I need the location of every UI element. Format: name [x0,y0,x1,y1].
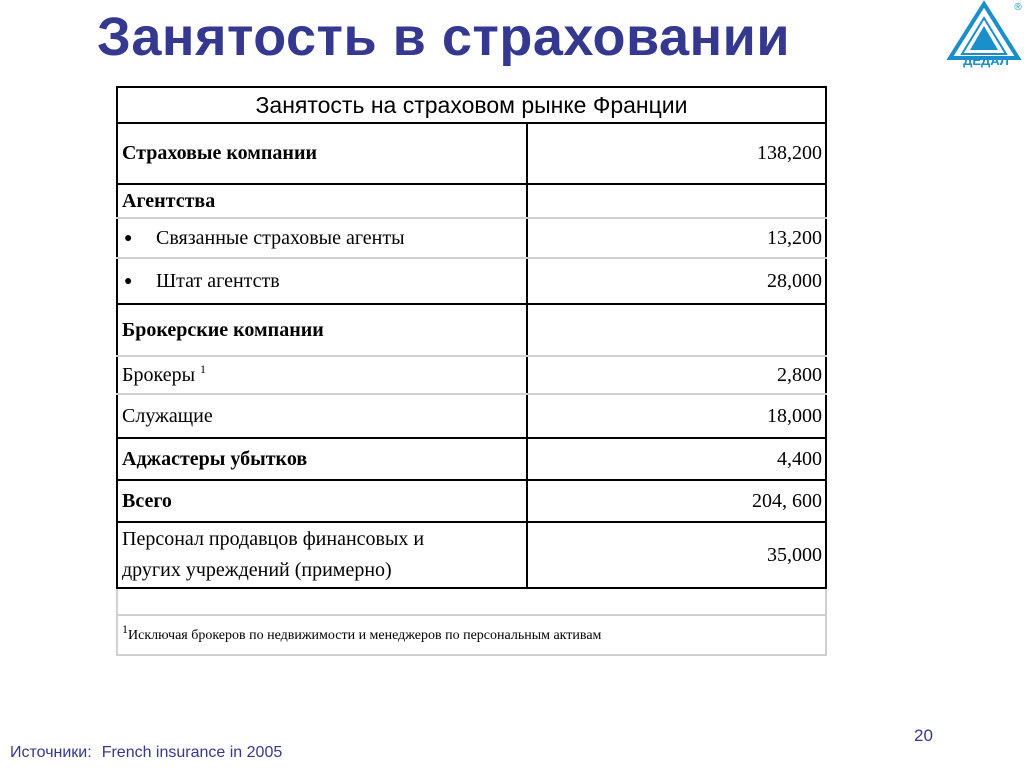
row-label-cell [117,258,527,304]
blank-row [116,589,827,616]
row-value: 4,400 [527,438,826,480]
row-label: Брокерские компании [117,304,527,356]
row-label: Штат агентств [156,269,280,292]
row-value: 18,000 [527,394,826,438]
row-label-line1: Персонал продавцов финансовых и [122,528,425,550]
sources-value: French insurance in 2005 [101,744,283,761]
row-label: Аджастеры убытков [117,438,527,480]
row-label-cell [117,218,527,258]
employment-table [116,86,827,656]
row-value: 28,000 [527,258,826,304]
table-row [117,522,826,588]
dedal-logo [946,0,1024,68]
table-row [117,218,826,258]
table-footnote [116,616,827,656]
page-number: 20 [914,726,933,745]
row-label: Страховые компании [117,124,527,184]
table-caption: Занятость на страховом рынке Франции [116,86,827,124]
row-value: 138,200 [527,124,826,184]
table-row [117,304,826,356]
row-label: Служащие [117,394,527,438]
table-row [117,480,826,522]
row-value [527,184,826,218]
registered-mark: ® [1014,2,1022,13]
row-value [527,304,826,356]
sources-label: Источники: [10,744,92,761]
bullet-icon: ● [124,230,133,246]
table-row [117,184,826,218]
row-value: 35,000 [527,522,826,588]
table-row [117,356,826,394]
row-label: Агентства [117,184,527,218]
table-row [117,258,826,304]
row-value: 2,800 [527,356,826,394]
footnote-ref: 1 [200,361,207,376]
row-label-cell [117,522,527,588]
row-label: Всего [117,480,527,522]
table-row [117,124,826,184]
slide-title: Занятость в страховании [97,7,791,67]
logo-text: ДЕДАЛ [963,53,1009,68]
sources-line [10,744,282,762]
table-row [117,394,826,438]
row-label: Брокеры [122,363,196,386]
row-label: Связанные страховые агенты [156,226,405,249]
table-row [117,438,826,480]
row-label-cell [117,356,527,394]
bullet-icon: ● [124,273,133,289]
row-value: 13,200 [527,218,826,258]
footnote-marker: 1 [122,622,128,636]
footnote-text: Исключая брокеров по недвижимости и менеджеров по персональным активам [128,628,602,643]
row-value: 204, 600 [527,480,826,522]
row-label-line2: других учреждений (примерно) [122,559,392,581]
